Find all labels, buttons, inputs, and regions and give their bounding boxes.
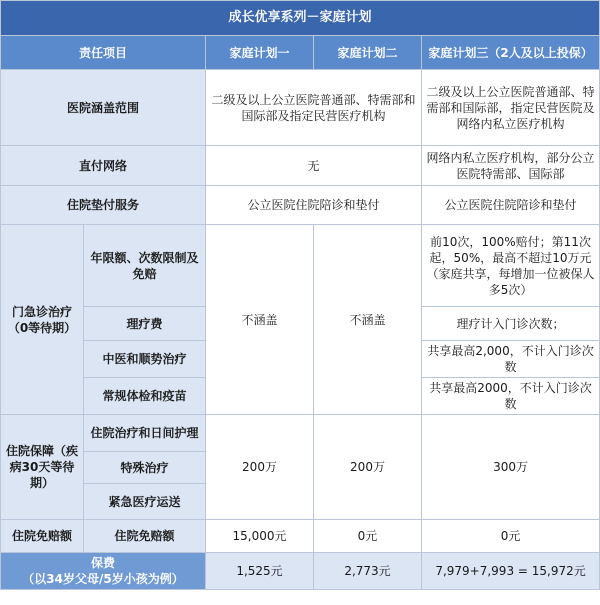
cell-premium-plan1: 1,525元 <box>206 553 314 590</box>
premium-note: （以34岁父母/5岁小孩为例） <box>22 572 184 586</box>
row-label-advance: 住院垫付服务 <box>1 186 206 225</box>
cell-inpatient-plan2: 200万 <box>314 415 422 520</box>
header-plan2: 家庭计划二 <box>314 36 422 70</box>
header-plan3: 家庭计划三（2人及以上投保） <box>422 36 600 70</box>
cell-inpatient-plan3: 300万 <box>422 415 600 520</box>
group-label-outpatient: 门急诊治疗（0等待期） <box>1 225 84 415</box>
cell-premium-plan2: 2,773元 <box>314 553 422 590</box>
cell-physiotherapy-plan3: 理疗计入门诊次数； <box>422 307 600 341</box>
title-row <box>1 1 600 36</box>
cell-advance-plan3: 公立医院住院陪诊和垫付 <box>422 186 600 225</box>
table-title: 成长优享系列－家庭计划 <box>1 1 600 36</box>
sub-label-tcm: 中医和顺势治疗 <box>84 341 206 378</box>
table-row <box>1 70 600 146</box>
table-row <box>1 415 600 452</box>
cell-inpatient-plan1: 200万 <box>206 415 314 520</box>
premium-label: 保费 <box>90 556 115 570</box>
sub-label-emergency-transport: 紧急医疗运送 <box>84 484 206 520</box>
table-row <box>1 146 600 186</box>
cell-deductible-plan1: 15,000元 <box>206 520 314 553</box>
row-label-premium <box>1 553 206 590</box>
cell-outpatient-limit-plan3: 前10次，100%赔付；第11次起，50%，最高不超过10万元（家庭共享，每增加一位被保人多5次） <box>422 225 600 307</box>
premium-row <box>1 553 600 590</box>
cell-direct-pay-plan3: 网络内私立医疗机构，部分公立医院特需部、国际部 <box>422 146 600 186</box>
cell-direct-pay-plan12: 无 <box>206 146 422 186</box>
header-row <box>1 36 600 70</box>
row-label-hospital-scope: 医院涵盖范围 <box>1 70 206 146</box>
cell-hospital-scope-plan12: 二级及以上公立医院普通部、特需部和国际部及指定民营医疗机构 <box>206 70 422 146</box>
table-row <box>1 520 600 553</box>
cell-advance-plan12: 公立医院住院陪诊和垫付 <box>206 186 422 225</box>
cell-deductible-plan2: 0元 <box>314 520 422 553</box>
row-label-direct-pay: 直付网络 <box>1 146 206 186</box>
sub-label-physiotherapy: 理疗费 <box>84 307 206 341</box>
cell-tcm-plan3: 共享最高2,000，不计入门诊次数 <box>422 341 600 378</box>
cell-outpatient-plan2: 不涵盖 <box>314 225 422 415</box>
table-row <box>1 225 600 307</box>
sub-label-special-treatment: 特殊治疗 <box>84 452 206 484</box>
sub-label-checkup: 常规体检和疫苗 <box>84 378 206 415</box>
header-item: 责任项目 <box>1 36 206 70</box>
sub-label-inpatient-care: 住院治疗和日间护理 <box>84 415 206 452</box>
header-plan1: 家庭计划一 <box>206 36 314 70</box>
cell-deductible-plan3: 0元 <box>422 520 600 553</box>
group-label-inpatient: 住院保障（疾病30天等待期） <box>1 415 84 520</box>
table-row <box>1 186 600 225</box>
sub-label-deductible: 住院免赔额 <box>84 520 206 553</box>
cell-hospital-scope-plan3: 二级及以上公立医院普通部、特需部和国际部，指定民营医院及网络内私立医疗机构 <box>422 70 600 146</box>
cell-outpatient-plan1: 不涵盖 <box>206 225 314 415</box>
sub-label-outpatient-limit: 年限额、次数限制及免赔 <box>84 225 206 307</box>
cell-premium-plan3: 7,979+7,993 = 15,972元 <box>422 553 600 590</box>
cell-checkup-plan3: 共享最高2000，不计入门诊次数 <box>422 378 600 415</box>
group-label-deductible: 住院免赔额 <box>1 520 84 553</box>
